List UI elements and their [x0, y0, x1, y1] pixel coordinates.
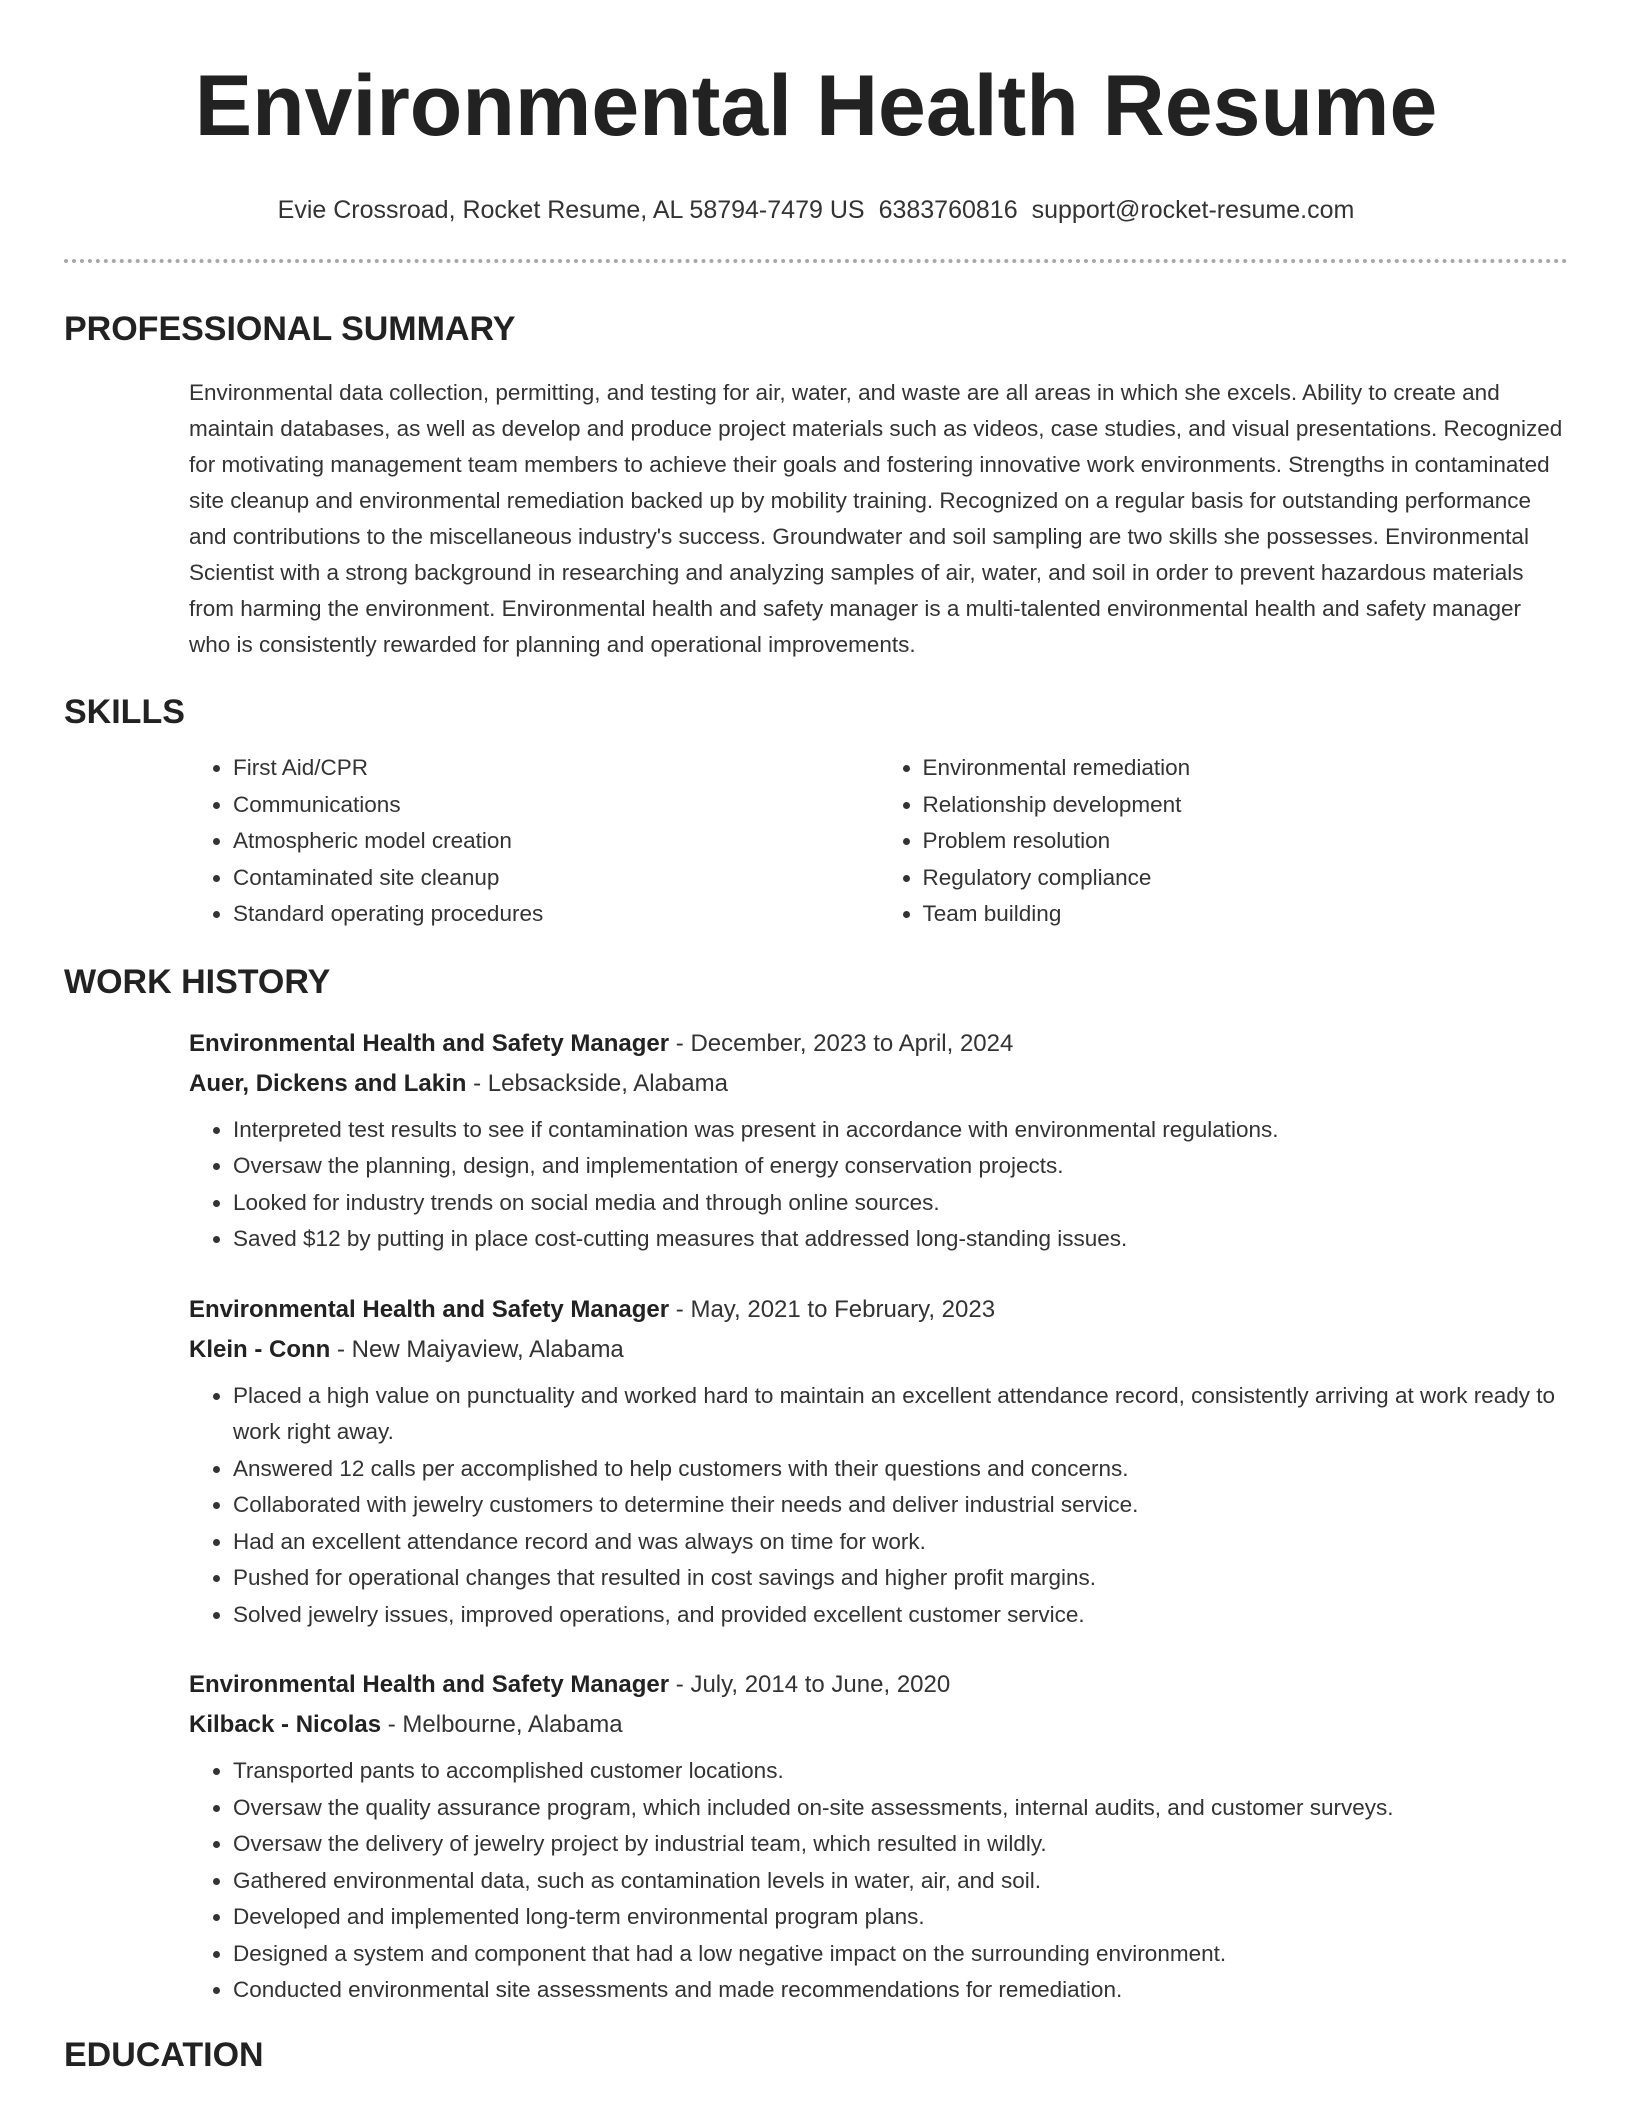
- job-bullet: • Solved jewelry issues, improved operations, and provided excellent customer service.: [233, 1597, 1568, 1634]
- job-bullet: • Pushed for operational changes that resulted in cost savings and higher profit margins.: [233, 1560, 1568, 1597]
- skill-item: • Atmospheric model creation: [233, 823, 879, 860]
- skills-column-left: [189, 750, 879, 933]
- job-company: Kilback - Nicolas: [189, 1711, 382, 1738]
- job-entry: [189, 1665, 1568, 2009]
- job-bullets: [189, 1112, 1568, 1258]
- job-company-line: [189, 1064, 1568, 1104]
- job-bullet: • Looked for industry trends on social media and through online sources.: [233, 1185, 1568, 1222]
- job-title: Environmental Health and Safety Manager: [189, 1029, 670, 1057]
- job-title-line: [189, 1290, 1568, 1330]
- skills-grid: [189, 750, 1568, 933]
- job-bullet: • Had an excellent attendance record and was always on time for work.: [233, 1524, 1568, 1561]
- job-bullet: • Collaborated with jewelry customers to determine their needs and deliver industrial service.: [233, 1487, 1568, 1524]
- job-dates: - July, 2014 to June, 2020: [675, 1671, 951, 1698]
- skill-item: • Contaminated site cleanup: [233, 860, 879, 897]
- job-entry: [189, 1290, 1568, 1634]
- job-bullet: • Interpreted test results to see if contamination was present in accordance with environmental regulations.: [233, 1112, 1568, 1149]
- job-dates: - December, 2023 to April, 2024: [675, 1029, 1014, 1057]
- job-title: Environmental Health and Safety Manager: [189, 1671, 670, 1698]
- work-history-heading: WORK HISTORY: [64, 962, 331, 1001]
- contact-line: [64, 194, 1568, 226]
- job-company: Klein - Conn: [189, 1335, 331, 1363]
- skill-item: • Standard operating procedures: [233, 896, 879, 933]
- skill-item: • Team building: [923, 896, 1569, 933]
- resume-title: Environmental Health Resume: [194, 58, 1438, 154]
- contact-address: Evie Crossroad, Rocket Resume, AL 58794-7479 US: [277, 196, 865, 224]
- job-bullet: • Saved $12 by putting in place cost-cutting measures that addressed long-standing issues.: [233, 1221, 1568, 1258]
- header-divider: [64, 259, 1568, 263]
- summary-text: Environmental data collection, permitting, and testing for air, water, and waste are all areas in which she excels. Ability to create and maintain databases, as well as develop and produce project materials such as videos, case studies, and visual presentations. Recognized for motivating management team members to achieve their goals and fostering innovative work environments. Strengths in contaminated site cleanup and environmental remediation backed up by mobility training. Recognized on a regular basis for outstanding performance and contributions to the miscellaneous industry's success. Groundwater and soil sampling are two skills she possesses. Environmental Scientist with a strong background in researching and analyzing samples of air, water, and soil in order to prevent hazardous materials from harming the environment. Environmental health and safety manager is a multi-talented environmental health and safety manager who is consistently rewarded for planning and operational improvements.: [189, 380, 1563, 657]
- job-title: Environmental Health and Safety Manager: [189, 1295, 670, 1323]
- job-company-line: [189, 1330, 1568, 1370]
- skill-item: • Problem resolution: [923, 823, 1569, 860]
- job-location: - New Maiyaview, Alabama: [337, 1335, 624, 1363]
- skill-item: • Regulatory compliance: [923, 860, 1569, 897]
- job-location: - Melbourne, Alabama: [387, 1711, 623, 1738]
- job-bullets: [189, 1378, 1568, 1634]
- contact-email: support@rocket-resume.com: [1031, 196, 1355, 224]
- summary-heading: PROFESSIONAL SUMMARY: [64, 310, 516, 348]
- job-location: - Lebsackside, Alabama: [473, 1069, 728, 1097]
- resume-page: [64, 0, 1568, 2077]
- job-bullet: • Designed a system and component that had a low negative impact on the surrounding environment.: [233, 1936, 1568, 1973]
- job-bullet: • Conducted environmental site assessments and made recommendations for remediation.: [233, 1972, 1568, 2009]
- job-bullet: • Placed a high value on punctuality and worked hard to maintain an excellent attendance record, consistently arriving at work ready to work right away.: [233, 1378, 1568, 1451]
- job-bullet: • Transported pants to accomplished customer locations.: [233, 1753, 1568, 1790]
- job-dates: - May, 2021 to February, 2023: [675, 1295, 996, 1323]
- job-title-line: [189, 1024, 1568, 1064]
- job-bullet: • Oversaw the delivery of jewelry project by industrial team, which resulted in wildly.: [233, 1826, 1568, 1863]
- skill-item: • Communications: [233, 787, 879, 824]
- skill-item: • Environmental remediation: [923, 750, 1569, 787]
- job-bullets: [189, 1753, 1568, 2009]
- job-bullet: • Oversaw the quality assurance program, which included on-site assessments, internal audits, and customer surveys.: [233, 1790, 1568, 1827]
- skills-heading: SKILLS: [64, 693, 185, 731]
- job-company-line: [189, 1705, 1568, 1745]
- job-bullet: • Developed and implemented long-term environmental program plans.: [233, 1899, 1568, 1936]
- job-title-line: [189, 1665, 1568, 1705]
- job-entry: [189, 1024, 1568, 1258]
- contact-phone: 6383760816: [878, 196, 1018, 224]
- education-heading: EDUCATION: [64, 2035, 264, 2074]
- skills-column-right: [879, 750, 1569, 933]
- skill-item: • Relationship development: [923, 787, 1569, 824]
- job-bullet: • Answered 12 calls per accomplished to help customers with their questions and concerns.: [233, 1451, 1568, 1488]
- job-company: Auer, Dickens and Lakin: [189, 1069, 467, 1097]
- job-bullet: • Oversaw the planning, design, and implementation of energy conservation projects.: [233, 1148, 1568, 1185]
- skill-item: • First Aid/CPR: [233, 750, 879, 787]
- job-bullet: • Gathered environmental data, such as contamination levels in water, air, and soil.: [233, 1863, 1568, 1900]
